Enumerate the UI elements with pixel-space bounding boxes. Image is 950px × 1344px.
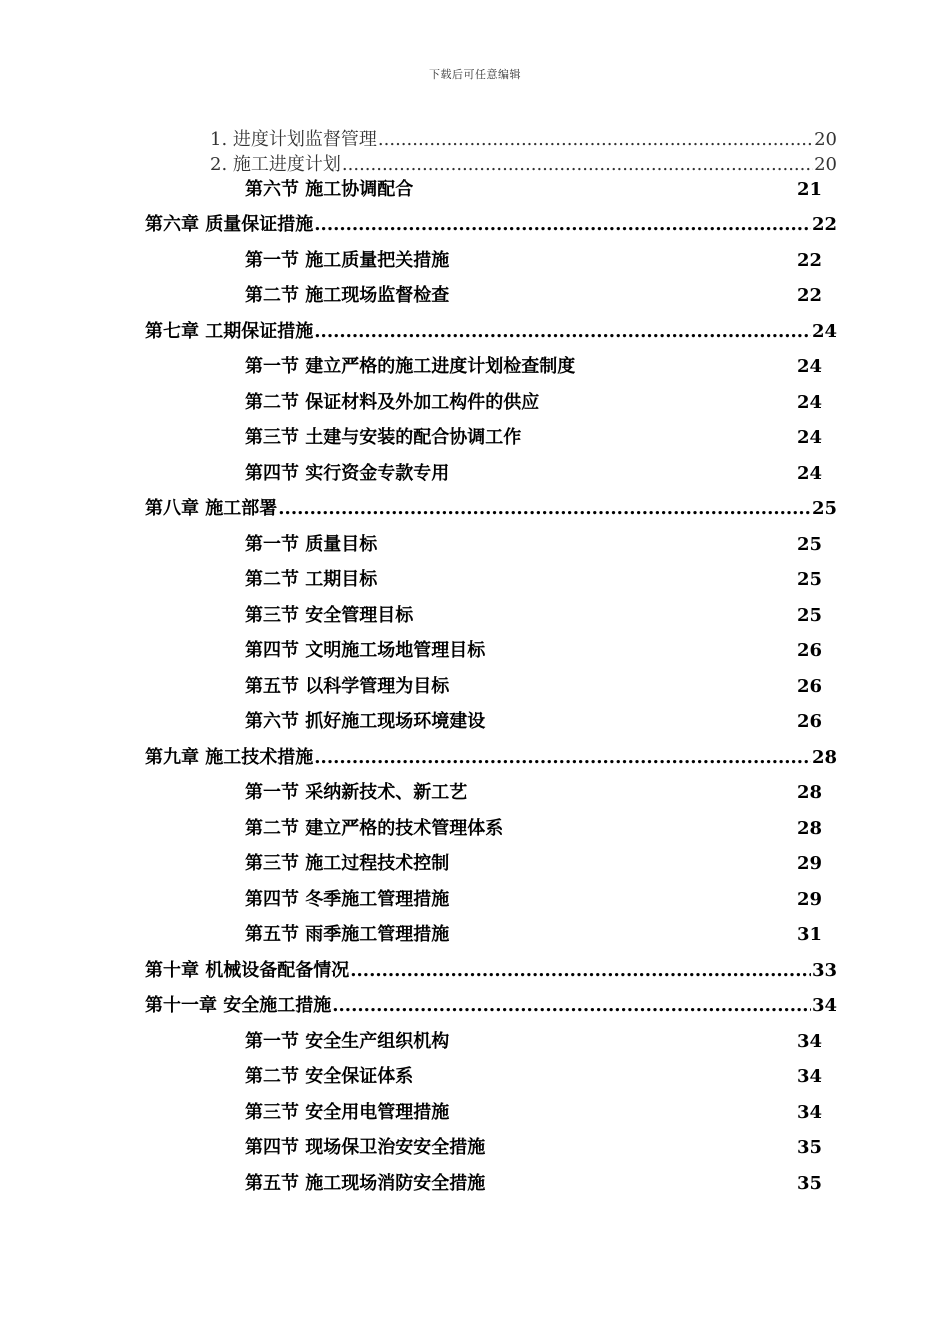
toc-page-number: 35 bbox=[796, 1137, 822, 1158]
toc-page-number: 34 bbox=[796, 1031, 822, 1052]
toc-section[interactable] bbox=[245, 814, 822, 840]
toc-section-label: 第一节 施工质量把关措施 bbox=[245, 250, 450, 271]
toc-page-number: 28 bbox=[796, 782, 822, 803]
toc-leader-dots bbox=[350, 960, 811, 981]
toc-section[interactable] bbox=[245, 778, 822, 804]
toc-section-label: 第三节 土建与安装的配合协调工作 bbox=[245, 427, 522, 448]
toc-chapter[interactable] bbox=[145, 956, 837, 982]
toc-subitem-label: 1. 进度计划监督管理 bbox=[210, 129, 377, 150]
toc-section-label: 第五节 施工现场消防安全措施 bbox=[245, 1173, 486, 1194]
toc-section-label: 第一节 质量目标 bbox=[245, 534, 378, 555]
toc-page-number: 24 bbox=[796, 427, 822, 448]
toc-section-label: 第二节 保证材料及外加工构件的供应 bbox=[245, 392, 540, 413]
toc-section-label: 第一节 采纳新技术、新工艺 bbox=[245, 782, 468, 803]
toc-page-number: 20 bbox=[814, 154, 837, 175]
toc-page-number: 21 bbox=[796, 179, 822, 200]
toc-leader-dots bbox=[278, 498, 811, 519]
toc-page-number: 34 bbox=[796, 1102, 822, 1123]
toc-section[interactable] bbox=[245, 281, 822, 307]
toc-page-number: 24 bbox=[796, 392, 822, 413]
toc-chapter-label: 第十章 机械设备配备情况 bbox=[145, 960, 350, 981]
toc-page-number: 25 bbox=[811, 498, 837, 519]
toc-section-label: 第一节 建立严格的施工进度计划检查制度 bbox=[245, 356, 576, 377]
toc-section[interactable] bbox=[245, 707, 822, 733]
toc-section[interactable] bbox=[245, 1169, 822, 1195]
toc-subitem[interactable] bbox=[210, 125, 837, 151]
toc-chapter[interactable] bbox=[145, 317, 837, 343]
toc-section-label: 第六节 抓好施工现场环境建设 bbox=[245, 711, 486, 732]
toc-section[interactable] bbox=[245, 601, 822, 627]
toc-section[interactable] bbox=[245, 636, 822, 662]
toc-page-number: 24 bbox=[811, 321, 837, 342]
toc-page-number: 35 bbox=[796, 1173, 822, 1194]
toc-page-number: 28 bbox=[811, 747, 837, 768]
toc-section[interactable] bbox=[245, 246, 822, 272]
page-header: 下载后可任意编辑 bbox=[429, 68, 521, 81]
toc-subitem[interactable] bbox=[210, 150, 837, 176]
toc-leader-dots bbox=[332, 995, 811, 1016]
toc-chapter-label: 第八章 施工部署 bbox=[145, 498, 278, 519]
toc-section[interactable] bbox=[245, 672, 822, 698]
toc-section[interactable] bbox=[245, 530, 822, 556]
toc-page-number: 25 bbox=[796, 569, 822, 590]
toc-section-label: 第二节 施工现场监督检查 bbox=[245, 285, 450, 306]
toc-chapter-label: 第九章 施工技术措施 bbox=[145, 747, 314, 768]
toc-section-label: 第二节 工期目标 bbox=[245, 569, 378, 590]
toc-section-label: 第四节 冬季施工管理措施 bbox=[245, 889, 450, 910]
toc-page-number: 29 bbox=[796, 889, 822, 910]
toc-section[interactable] bbox=[245, 1027, 822, 1053]
toc-page-number: 34 bbox=[796, 1066, 822, 1087]
toc-section[interactable] bbox=[245, 459, 822, 485]
toc-section[interactable] bbox=[245, 388, 822, 414]
toc-chapter[interactable] bbox=[145, 494, 837, 520]
toc-leader-dots bbox=[314, 214, 811, 235]
toc-section[interactable] bbox=[245, 352, 822, 378]
toc-page-number: 29 bbox=[796, 853, 822, 874]
toc-section-label: 第三节 施工过程技术控制 bbox=[245, 853, 450, 874]
toc-leader-dots bbox=[314, 321, 811, 342]
toc-section[interactable] bbox=[245, 849, 822, 875]
toc-page-number: 24 bbox=[796, 463, 822, 484]
toc-section-label: 第五节 雨季施工管理措施 bbox=[245, 924, 450, 945]
toc-subitem-label: 2. 施工进度计划 bbox=[210, 154, 341, 175]
toc-section-label: 第六节 施工协调配合 bbox=[245, 179, 414, 200]
toc-section[interactable] bbox=[245, 1098, 822, 1124]
toc-page-number: 22 bbox=[811, 214, 837, 235]
toc-section-label: 第四节 现场保卫治安安全措施 bbox=[245, 1137, 486, 1158]
toc-page-number: 34 bbox=[811, 995, 837, 1016]
toc-section[interactable] bbox=[245, 175, 822, 201]
toc-page-number: 28 bbox=[796, 818, 822, 839]
toc-leader-dots bbox=[314, 747, 811, 768]
toc-section-label: 第二节 建立严格的技术管理体系 bbox=[245, 818, 504, 839]
toc-chapter-label: 第十一章 安全施工措施 bbox=[145, 995, 332, 1016]
toc-section-label: 第四节 文明施工场地管理目标 bbox=[245, 640, 486, 661]
toc-section-label: 第一节 安全生产组织机构 bbox=[245, 1031, 450, 1052]
toc-page-number: 26 bbox=[796, 640, 822, 661]
toc-section-label: 第三节 安全用电管理措施 bbox=[245, 1102, 450, 1123]
toc-section[interactable] bbox=[245, 565, 822, 591]
toc-leader-dots bbox=[342, 154, 813, 175]
toc-page-number: 26 bbox=[796, 711, 822, 732]
toc-page-number: 31 bbox=[796, 924, 822, 945]
toc-section[interactable] bbox=[245, 1062, 822, 1088]
toc-section[interactable] bbox=[245, 885, 822, 911]
toc-leader-dots bbox=[378, 129, 813, 150]
toc-chapter[interactable] bbox=[145, 991, 837, 1017]
toc-page-number: 24 bbox=[796, 356, 822, 377]
toc-page-number: 26 bbox=[796, 676, 822, 697]
toc-chapter[interactable] bbox=[145, 210, 837, 236]
toc-section[interactable] bbox=[245, 920, 822, 946]
toc-page-number: 22 bbox=[796, 285, 822, 306]
toc-chapter-label: 第六章 质量保证措施 bbox=[145, 214, 314, 235]
toc-section-label: 第五节 以科学管理为目标 bbox=[245, 676, 450, 697]
toc-page-number: 22 bbox=[796, 250, 822, 271]
toc-page-number: 25 bbox=[796, 605, 822, 626]
toc-chapter-label: 第七章 工期保证措施 bbox=[145, 321, 314, 342]
toc-page-number: 25 bbox=[796, 534, 822, 555]
toc-page-number: 33 bbox=[811, 960, 837, 981]
toc-section-label: 第三节 安全管理目标 bbox=[245, 605, 414, 626]
toc-section[interactable] bbox=[245, 423, 822, 449]
toc-section-label: 第二节 安全保证体系 bbox=[245, 1066, 414, 1087]
toc-section-label: 第四节 实行资金专款专用 bbox=[245, 463, 450, 484]
toc-chapter[interactable] bbox=[145, 743, 837, 769]
toc-page-number: 20 bbox=[814, 129, 837, 150]
toc-section[interactable] bbox=[245, 1133, 822, 1159]
